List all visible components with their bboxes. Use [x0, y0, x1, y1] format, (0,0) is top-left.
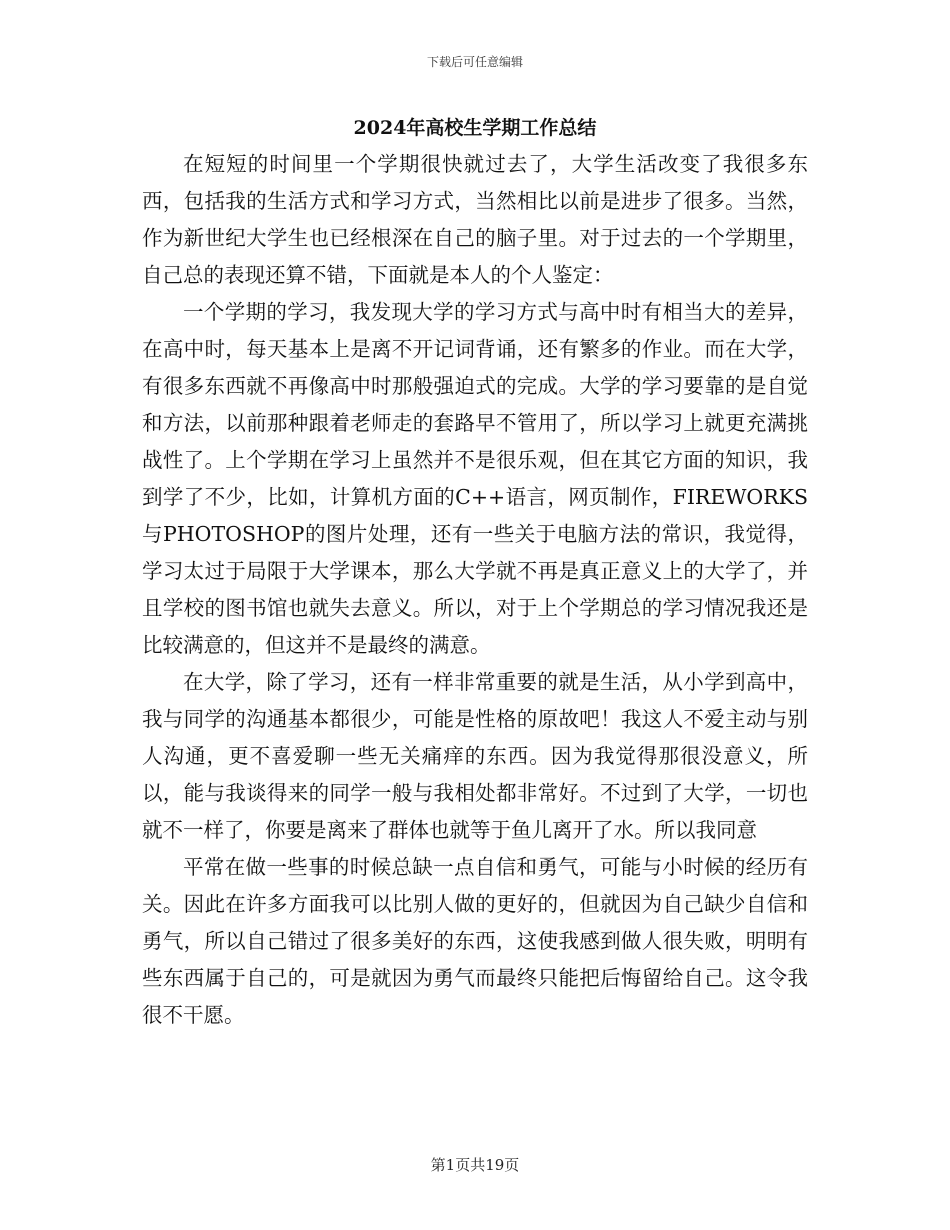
- paragraph-4: 平常在做一些事的时候总缺一点自信和勇气，可能与小时候的经历有关。因此在许多方面我可以比别人做的更好的，但就因为自己缺少自信和勇气，所以自己错过了很多美好的东西，这使我感到做人很失败，明明有些东西属于自己的，可是就因为勇气而最终只能把后悔留给自己。这令我很不干愿。: [142, 855, 808, 1027]
- paragraph-2: 一个学期的学习，我发现大学的学习方式与高中时有相当大的差异，在高中时，每天基本上是离不开记词背诵，还有繁多的作业。而在大学，有很多东西就不再像高中时那般强迫式的完成。大学的学习要靠的是自觉和方法，以前那种跟着老师走的套路早不管用了，所以学习上就更充满挑战性了。上个学期在学习上虽然并不是很乐观，但在其它方面的知识，我到学了不少，比如，计算机方面的C++语言，网页制作，FIREWORKS与PHOTOSHOP的图片处理，还有一些关于电脑方法的常识，我觉得，学习太过于局限于大学课本，那么大学就不再是真正意义上的大学了，并且学校的图书馆也就失去意义。所以，对于上个学期总的学习情况我还是比较满意的，但这并不是最终的满意。: [142, 300, 808, 657]
- page-number-indicator: 第1页共19页: [430, 1156, 520, 1174]
- page-header-note: 下载后可任意编辑: [426, 55, 523, 69]
- paragraph-3: 在大学，除了学习，还有一样非常重要的就是生活，从小学到高中，我与同学的沟通基本都很少，可能是性格的原故吧！我这人不爱主动与别人沟通，更不喜爱聊一些无关痛痒的东西。因为我觉得那很没意义，所以，能与我谈得来的同学一般与我相处都非常好。不过到了大学，一切也就不一样了，你要是离来了群体也就等于鱼儿离开了水。所以我同意: [142, 670, 808, 842]
- paragraph-1: 在短短的时间里一个学期很快就过去了，大学生活改变了我很多东西，包括我的生活方式和学习方式，当然相比以前是进步了很多。当然，作为新世纪大学生也已经根深在自己的脑子里。对于过去的一个学期里，自己总的表现还算不错，下面就是本人的个人鉴定：: [142, 152, 808, 287]
- document-title: 2024年高校生学期工作总结: [353, 117, 597, 139]
- document-body: [142, 146, 808, 1034]
